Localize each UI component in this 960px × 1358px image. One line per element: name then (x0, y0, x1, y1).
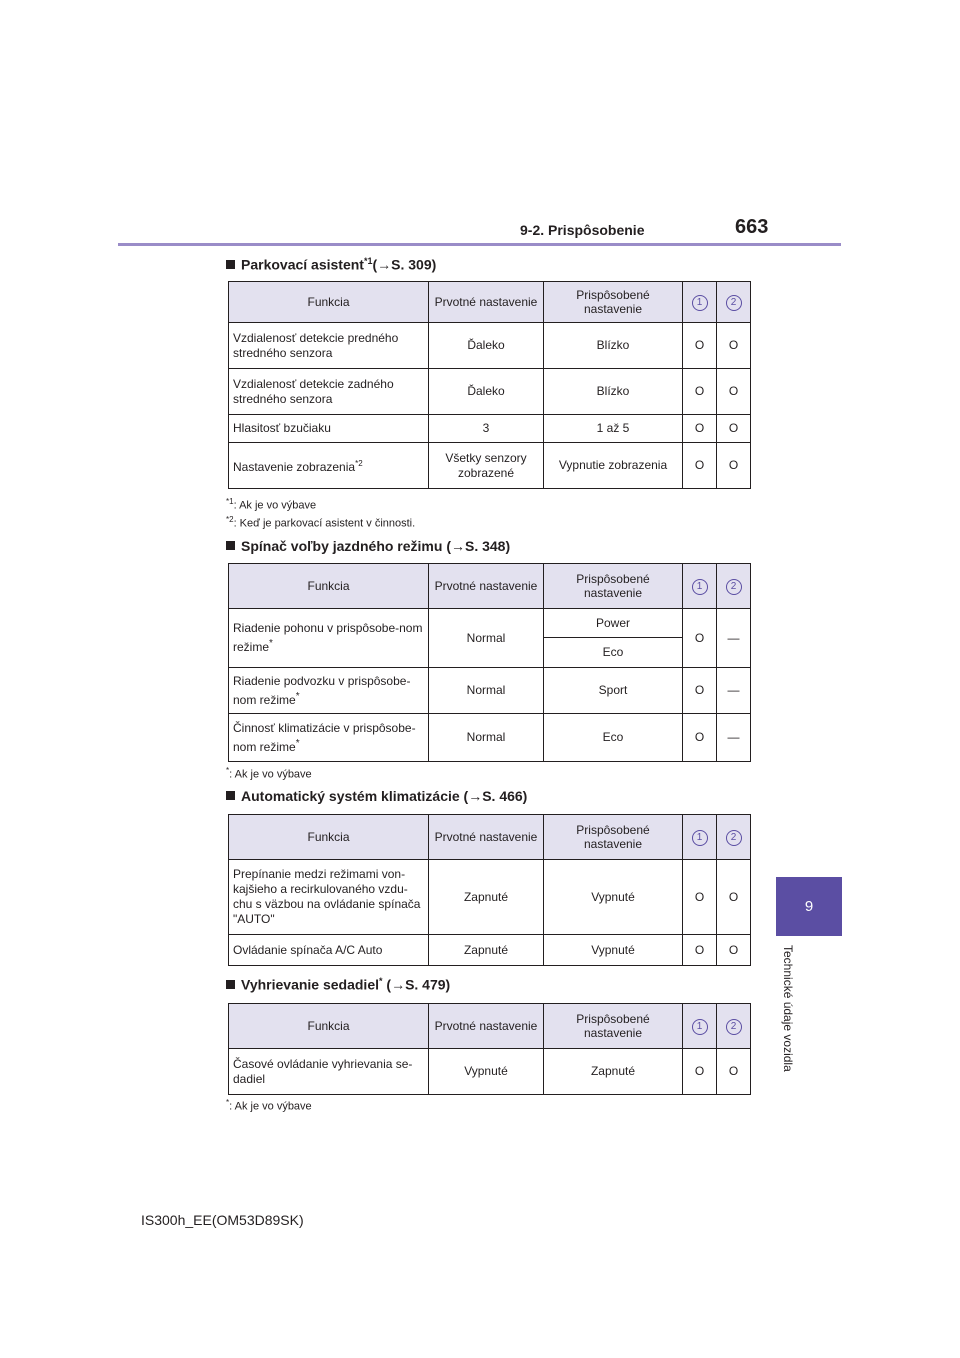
method1-cell: O (683, 609, 717, 668)
document-code: IS300h_EE(OM53D89SK) (141, 1212, 304, 1228)
method2-cell: O (717, 860, 751, 935)
table-row (229, 415, 751, 443)
col-method2 (717, 815, 751, 860)
footnote-mark: * (226, 1098, 230, 1107)
seat-heating-table (228, 1003, 751, 1095)
col-method1 (683, 1004, 717, 1049)
section-title: Automatický systém klimatizácie (241, 788, 460, 804)
method-2-icon: 2 (726, 1019, 742, 1035)
drive-mode-table (228, 563, 751, 762)
custom-cell: Zapnuté (544, 1049, 683, 1095)
method-2-icon: 2 (726, 295, 742, 311)
method2-cell: — (717, 714, 751, 762)
function-cell: Vzdialenosť detekcie zadného stredného senzora (229, 369, 429, 415)
method-1-icon: 1 (692, 830, 708, 846)
col-custom: Prispôsobené nastavenie (544, 282, 683, 323)
col-default: Prvotné nastavenie (429, 1004, 544, 1049)
method1-cell: O (683, 369, 717, 415)
header-rule (118, 243, 841, 246)
section-heading-climate (226, 788, 527, 804)
page-ref-link[interactable]: (→S. 348) (446, 538, 511, 554)
page-ref-link[interactable]: (→S. 466) (463, 788, 528, 804)
method2-cell: — (717, 609, 751, 668)
page-ref-link[interactable]: (→S. 479) (386, 976, 451, 993)
col-custom: Prispôsobené nastavenie (544, 564, 683, 609)
custom-cell: Eco (544, 714, 683, 762)
chapter-label (775, 945, 815, 1095)
section-heading-seat-heating (226, 976, 450, 993)
custom-cell: Sport (544, 668, 683, 714)
function-text: Riadenie pohonu v prispôsobe-nom režime (233, 621, 423, 654)
method-1-icon: 1 (692, 579, 708, 595)
table-row (229, 935, 751, 966)
method-1-icon: 1 (692, 295, 708, 311)
method1-cell: O (683, 668, 717, 714)
function-cell (229, 443, 429, 489)
function-cell: Časové ovládanie vyhrievania se-dadiel (229, 1049, 429, 1095)
section-title: Spínač voľby jazdného režimu (241, 538, 443, 554)
col-method1 (683, 564, 717, 609)
col-default: Prvotné nastavenie (429, 282, 544, 323)
method2-cell: O (717, 323, 751, 369)
table-header (229, 282, 751, 323)
square-bullet-icon (226, 980, 235, 989)
default-cell: Normal (429, 714, 544, 762)
footnote-text: : Ak je vo výbave (229, 1100, 312, 1113)
col-function: Funkcia (229, 282, 429, 323)
footnote-text: : Ak je vo výbave (229, 768, 312, 781)
footnote (226, 497, 316, 512)
footnote-text: : Keď je parkovací asistent v činnosti. (233, 517, 416, 530)
method-2-icon: 2 (726, 830, 742, 846)
col-method2 (717, 564, 751, 609)
default-cell: Všetky senzory zobrazené (429, 443, 544, 489)
method2-cell: O (717, 443, 751, 489)
default-cell: Ďaleko (429, 323, 544, 369)
footnote-text: : Ak je vo výbave (233, 499, 317, 512)
square-bullet-icon (226, 541, 235, 550)
method1-cell: O (683, 443, 717, 489)
chapter-tab[interactable] (776, 877, 842, 936)
function-cell: Hlasitosť bzučiaku (229, 415, 429, 443)
square-bullet-icon (226, 791, 235, 800)
footnote-mark: *2 (226, 515, 234, 524)
function-text: Riadenie podvozku v prispôsobe-nom režime (233, 673, 411, 707)
col-default: Prvotné nastavenie (429, 815, 544, 860)
method1-cell: O (683, 1049, 717, 1095)
custom-cell: Power (544, 609, 683, 638)
function-cell (229, 609, 429, 668)
chapter-number: 9 (804, 898, 814, 915)
table-row (229, 323, 751, 369)
table-row (229, 369, 751, 415)
parking-assist-table (228, 281, 751, 489)
default-cell: Zapnuté (429, 860, 544, 935)
method1-cell: O (683, 935, 717, 966)
table-row (229, 1049, 751, 1095)
square-bullet-icon (226, 260, 235, 269)
col-method1 (683, 815, 717, 860)
table-header (229, 1004, 751, 1049)
method-2-icon: 2 (726, 579, 742, 595)
method2-cell: — (717, 668, 751, 714)
method1-cell: O (683, 860, 717, 935)
footnote-mark: * (379, 976, 383, 986)
table-row (229, 860, 751, 935)
page-number: 663 (735, 216, 769, 238)
table-row (229, 668, 751, 714)
section-title: Vyhrievanie sedadiel (241, 976, 379, 993)
footnote (226, 1098, 312, 1113)
default-cell: Normal (429, 668, 544, 714)
default-cell: Normal (429, 609, 544, 668)
default-cell: Vypnuté (429, 1049, 544, 1095)
custom-cell: 1 až 5 (544, 415, 683, 443)
footnote (226, 766, 312, 781)
footnote-mark: * (295, 690, 300, 702)
section-title: Parkovací asistent (241, 256, 364, 273)
col-method1 (683, 282, 717, 323)
method-1-icon: 1 (692, 1019, 708, 1035)
custom-cell: Eco (544, 638, 683, 668)
section-heading-drive-mode (226, 538, 510, 554)
default-cell: Zapnuté (429, 935, 544, 966)
custom-cell: Vypnuté (544, 935, 683, 966)
col-default: Prvotné nastavenie (429, 564, 544, 609)
page-ref-link[interactable]: (→S. 309) (372, 256, 437, 273)
custom-cell: Blízko (544, 323, 683, 369)
method1-cell: O (683, 323, 717, 369)
custom-cell: Blízko (544, 369, 683, 415)
footnote-mark: *1 (226, 497, 234, 506)
custom-cell: Vypnutie zobrazenia (544, 443, 683, 489)
function-cell: Prepínanie medzi režimami von-kajšieho a recirkulovaného vzdu-chu s väzbou na ovládanie spínača "AUTO" (229, 860, 429, 935)
function-text: Činnosť klimatizácie v prispôsobe-nom režime (233, 720, 416, 754)
col-function: Funkcia (229, 815, 429, 860)
footnote-mark: * (269, 638, 273, 649)
function-text: Nastavenie zobrazenia (233, 460, 356, 474)
col-custom: Prispôsobené nastavenie (544, 1004, 683, 1049)
function-cell: Ovládanie spínača A/C Auto (229, 935, 429, 966)
footnote-mark: *1 (363, 256, 373, 266)
table-row (229, 609, 751, 638)
col-function: Funkcia (229, 1004, 429, 1049)
footnote-mark: * (295, 737, 300, 749)
col-function: Funkcia (229, 564, 429, 609)
table-header (229, 564, 751, 609)
table-row (229, 443, 751, 489)
section-header: 9-2. Prispôsobenie (520, 222, 645, 238)
section-heading-parking (226, 256, 436, 273)
default-cell: Ďaleko (429, 369, 544, 415)
method1-cell: O (683, 415, 717, 443)
default-cell: 3 (429, 415, 544, 443)
function-cell (229, 668, 429, 714)
table-header (229, 815, 751, 860)
table-row (229, 714, 751, 762)
col-method2 (717, 282, 751, 323)
footnote (226, 515, 415, 530)
method2-cell: O (717, 935, 751, 966)
function-cell (229, 714, 429, 762)
footnote-mark: *2 (355, 459, 363, 468)
custom-cell: Vypnuté (544, 860, 683, 935)
method2-cell: O (717, 369, 751, 415)
function-cell: Vzdialenosť detekcie predného stredného senzora (229, 323, 429, 369)
col-custom: Prispôsobené nastavenie (544, 815, 683, 860)
footnote-mark: * (226, 766, 230, 775)
method2-cell: O (717, 1049, 751, 1095)
method1-cell: O (683, 714, 717, 762)
method2-cell: O (717, 415, 751, 443)
col-method2 (717, 1004, 751, 1049)
climate-table (228, 814, 751, 966)
chapter-label-text: Technické údaje vozidla (781, 945, 795, 1072)
